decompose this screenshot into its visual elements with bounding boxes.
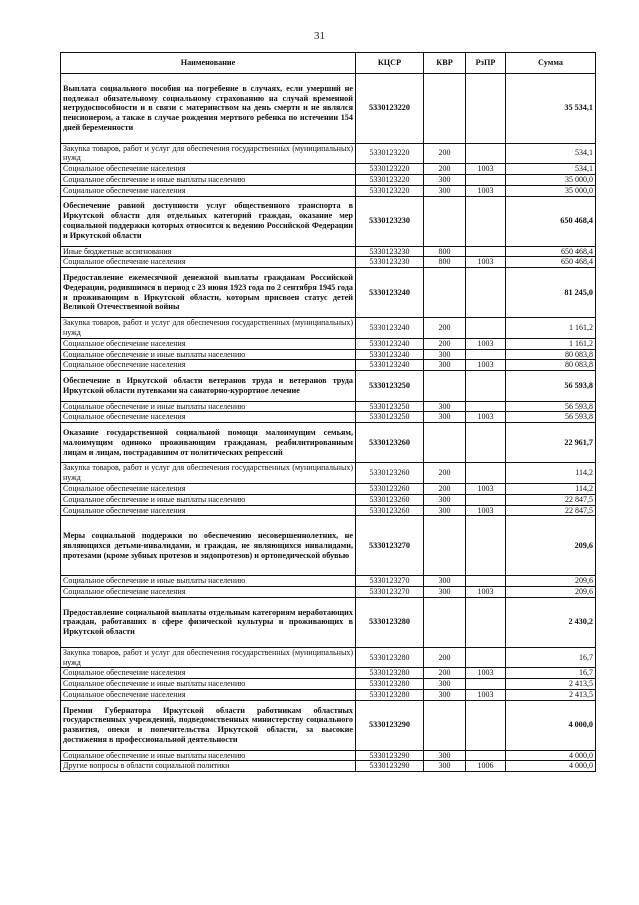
table-row	[61, 505, 596, 516]
kcsr-cell: 5330123290	[356, 761, 424, 772]
kvr-cell	[424, 268, 466, 318]
name-cell: Социальное обеспечение населения	[61, 338, 356, 349]
kcsr-cell: 5330123230	[356, 246, 424, 257]
rzpr-cell	[466, 494, 506, 505]
header-name: Наименование	[61, 53, 356, 74]
name-cell: Социальное обеспечение и иные выплаты населению	[61, 576, 356, 587]
sum-cell: 1 161,2	[506, 318, 596, 339]
header-kvr: КВР	[424, 53, 466, 74]
rzpr-cell	[466, 401, 506, 412]
rzpr-cell: 1003	[466, 164, 506, 175]
name-cell: Социальное обеспечение и иные выплаты населению	[61, 750, 356, 761]
kvr-cell	[424, 371, 466, 401]
rzpr-cell	[466, 268, 506, 318]
header-sum: Сумма	[506, 53, 596, 74]
name-cell: Социальное обеспечение и иные выплаты населению	[61, 349, 356, 360]
kvr-cell: 300	[424, 505, 466, 516]
rzpr-cell: 1003	[466, 505, 506, 516]
rzpr-cell: 1006	[466, 761, 506, 772]
kcsr-cell: 5330123280	[356, 647, 424, 668]
name-cell: Предоставление социальной выплаты отдельным категориям неработающих граждан, работавших в сфере физической культуры и проживающих в Иркутской области	[61, 597, 356, 647]
kvr-cell: 200	[424, 143, 466, 164]
table-row	[61, 412, 596, 423]
rzpr-cell	[466, 647, 506, 668]
table-row	[61, 257, 596, 268]
table-row	[61, 689, 596, 700]
rzpr-cell	[466, 597, 506, 647]
kcsr-cell: 5330123290	[356, 750, 424, 761]
sum-cell: 35 000,0	[506, 185, 596, 196]
table-row	[61, 647, 596, 668]
sum-cell: 114,2	[506, 483, 596, 494]
kcsr-cell: 5330123230	[356, 196, 424, 246]
kvr-cell: 300	[424, 689, 466, 700]
kcsr-cell: 5330123280	[356, 597, 424, 647]
kcsr-cell: 5330123270	[356, 516, 424, 576]
name-cell: Закупка товаров, работ и услуг для обеспечения государственных (муниципальных) нужд	[61, 647, 356, 668]
table-row	[61, 761, 596, 772]
page-number: 31	[314, 30, 325, 42]
rzpr-cell	[466, 700, 506, 750]
kvr-cell: 200	[424, 647, 466, 668]
sum-cell: 80 083,8	[506, 360, 596, 371]
kvr-cell: 300	[424, 349, 466, 360]
kcsr-cell: 5330123240	[356, 360, 424, 371]
sum-cell: 650 468,4	[506, 257, 596, 268]
table-header-row	[61, 53, 596, 74]
kcsr-cell: 5330123250	[356, 412, 424, 423]
table-row	[61, 338, 596, 349]
table-row	[61, 576, 596, 587]
sum-cell: 22 961,7	[506, 423, 596, 463]
name-cell: Обеспечение в Иркутской области ветеранов труда и ветеранов труда Иркутской области путевками на санаторно-курортное лечение	[61, 371, 356, 401]
rzpr-cell: 1003	[466, 360, 506, 371]
kvr-cell: 200	[424, 463, 466, 484]
kvr-cell: 200	[424, 338, 466, 349]
kvr-cell	[424, 196, 466, 246]
sum-cell: 56 593,8	[506, 401, 596, 412]
header-kcsr: КЦСР	[356, 53, 424, 74]
sum-cell: 4 000,0	[506, 761, 596, 772]
kvr-cell: 200	[424, 164, 466, 175]
sum-cell: 16,7	[506, 647, 596, 668]
rzpr-cell	[466, 246, 506, 257]
kcsr-cell: 5330123260	[356, 494, 424, 505]
sum-cell: 534,1	[506, 164, 596, 175]
kcsr-cell: 5330123250	[356, 371, 424, 401]
name-cell: Социальное обеспечение и иные выплаты населению	[61, 679, 356, 690]
sum-cell: 534,1	[506, 143, 596, 164]
kvr-cell: 300	[424, 412, 466, 423]
name-cell: Социальное обеспечение населения	[61, 360, 356, 371]
name-cell: Закупка товаров, работ и услуг для обеспечения государственных (муниципальных) нужд	[61, 463, 356, 484]
sum-cell: 4 000,0	[506, 750, 596, 761]
name-cell: Иные бюджетные ассигнования	[61, 246, 356, 257]
kvr-cell	[424, 597, 466, 647]
table-row	[61, 494, 596, 505]
sum-cell: 114,2	[506, 463, 596, 484]
sum-cell: 2 413,5	[506, 679, 596, 690]
rzpr-cell: 1003	[466, 586, 506, 597]
program-row	[61, 196, 596, 246]
kvr-cell: 800	[424, 246, 466, 257]
name-cell: Предоставление ежемесячной денежной выплаты гражданам Российской Федерации, родившимся в период с 23 июня 1923 года по 2 сентября 1945 года и проживающим в Иркутской области, которым присвоен статус детей Великой Отечественной войны	[61, 268, 356, 318]
table-row	[61, 586, 596, 597]
sum-cell: 35 534,1	[506, 74, 596, 144]
kvr-cell: 300	[424, 185, 466, 196]
table-row	[61, 174, 596, 185]
name-cell: Закупка товаров, работ и услуг для обеспечения государственных (муниципальных) нужд	[61, 318, 356, 339]
sum-cell: 2 430,2	[506, 597, 596, 647]
table-row	[61, 185, 596, 196]
kcsr-cell: 5330123260	[356, 505, 424, 516]
sum-cell: 209,6	[506, 516, 596, 576]
sum-cell: 650 468,4	[506, 196, 596, 246]
kvr-cell: 200	[424, 318, 466, 339]
name-cell: Обеспечение равной доступности услуг общественного транспорта в Иркутской области для отдельных категорий граждан, оказание мер социальной поддержки которых относится к ведению Российской Федерации и Иркутской области	[61, 196, 356, 246]
kcsr-cell: 5330123220	[356, 185, 424, 196]
kvr-cell	[424, 516, 466, 576]
sum-cell: 16,7	[506, 668, 596, 679]
kvr-cell	[424, 700, 466, 750]
rzpr-cell	[466, 463, 506, 484]
sum-cell: 209,6	[506, 576, 596, 587]
rzpr-cell: 1003	[466, 483, 506, 494]
program-row	[61, 74, 596, 144]
name-cell: Социальное обеспечение населения	[61, 505, 356, 516]
kcsr-cell: 5330123250	[356, 401, 424, 412]
kcsr-cell: 5330123270	[356, 586, 424, 597]
table-row	[61, 349, 596, 360]
table-body	[61, 74, 596, 772]
kvr-cell: 300	[424, 360, 466, 371]
sum-cell: 1 161,2	[506, 338, 596, 349]
rzpr-cell	[466, 516, 506, 576]
kcsr-cell: 5330123220	[356, 174, 424, 185]
kcsr-cell: 5330123220	[356, 143, 424, 164]
table-row	[61, 463, 596, 484]
kcsr-cell: 5330123280	[356, 689, 424, 700]
kcsr-cell: 5330123290	[356, 700, 424, 750]
table-row	[61, 164, 596, 175]
name-cell: Социальное обеспечение населения	[61, 412, 356, 423]
kvr-cell: 300	[424, 576, 466, 587]
name-cell: Социальное обеспечение и иные выплаты населению	[61, 174, 356, 185]
rzpr-cell	[466, 349, 506, 360]
kvr-cell: 300	[424, 174, 466, 185]
kvr-cell: 200	[424, 668, 466, 679]
table-row	[61, 401, 596, 412]
rzpr-cell	[466, 750, 506, 761]
table-row	[61, 679, 596, 690]
kcsr-cell: 5330123280	[356, 668, 424, 679]
program-row	[61, 371, 596, 401]
kcsr-cell: 5330123270	[356, 576, 424, 587]
name-cell: Меры социальной поддержки по обеспечению несовершеннолетних, не являющихся детьми-инвалидами, и граждан, не являющихся инвалидами, протезами (кроме зубных протезов и эндопротезов) и ортопедической обувью	[61, 516, 356, 576]
rzpr-cell	[466, 196, 506, 246]
sum-cell: 2 413,5	[506, 689, 596, 700]
kcsr-cell: 5330123220	[356, 74, 424, 144]
rzpr-cell	[466, 576, 506, 587]
kvr-cell: 300	[424, 586, 466, 597]
sum-cell: 81 245,0	[506, 268, 596, 318]
sum-cell: 22 847,5	[506, 505, 596, 516]
rzpr-cell: 1003	[466, 689, 506, 700]
kvr-cell: 300	[424, 401, 466, 412]
sum-cell: 56 593,8	[506, 371, 596, 401]
program-row	[61, 516, 596, 576]
header-rzpr: РзПР	[466, 53, 506, 74]
rzpr-cell	[466, 74, 506, 144]
name-cell: Закупка товаров, работ и услуг для обеспечения государственных (муниципальных) нужд	[61, 143, 356, 164]
sum-cell: 22 847,5	[506, 494, 596, 505]
sum-cell: 56 593,8	[506, 412, 596, 423]
rzpr-cell	[466, 143, 506, 164]
table-row	[61, 483, 596, 494]
program-row	[61, 597, 596, 647]
program-row	[61, 700, 596, 750]
kcsr-cell: 5330123280	[356, 679, 424, 690]
name-cell: Социальное обеспечение и иные выплаты населению	[61, 494, 356, 505]
rzpr-cell: 1003	[466, 668, 506, 679]
name-cell: Социальное обеспечение населения	[61, 483, 356, 494]
name-cell: Социальное обеспечение и иные выплаты населению	[61, 401, 356, 412]
name-cell: Премии Губернатора Иркутской области работникам областных государственных учреждений, подведомственных министерству социального развития, опеки и попечительства Иркутской области, за высокие достижения в профессиональной деятельности	[61, 700, 356, 750]
rzpr-cell: 1003	[466, 338, 506, 349]
table-row	[61, 143, 596, 164]
name-cell: Оказание государственной социальной помощи малоимущим семьям, малоимущим одиноко проживающим гражданам, реабилитированным лицам и лицам, пострадавшим от политических репрессий	[61, 423, 356, 463]
table-row	[61, 318, 596, 339]
kcsr-cell: 5330123230	[356, 257, 424, 268]
table-row	[61, 750, 596, 761]
sum-cell: 650 468,4	[506, 246, 596, 257]
name-cell: Социальное обеспечение населения	[61, 185, 356, 196]
rzpr-cell	[466, 679, 506, 690]
kcsr-cell: 5330123240	[356, 318, 424, 339]
rzpr-cell: 1003	[466, 412, 506, 423]
sum-cell: 4 000,0	[506, 700, 596, 750]
program-row	[61, 268, 596, 318]
name-cell: Социальное обеспечение населения	[61, 164, 356, 175]
name-cell: Другие вопросы в области социальной политики	[61, 761, 356, 772]
kvr-cell	[424, 423, 466, 463]
table-row	[61, 668, 596, 679]
rzpr-cell	[466, 371, 506, 401]
kcsr-cell: 5330123260	[356, 423, 424, 463]
table-row	[61, 360, 596, 371]
kcsr-cell: 5330123220	[356, 164, 424, 175]
rzpr-cell: 1003	[466, 257, 506, 268]
kcsr-cell: 5330123240	[356, 349, 424, 360]
kcsr-cell: 5330123240	[356, 338, 424, 349]
rzpr-cell	[466, 318, 506, 339]
budget-table	[60, 52, 596, 772]
kvr-cell: 300	[424, 750, 466, 761]
sum-cell: 80 083,8	[506, 349, 596, 360]
kvr-cell: 300	[424, 679, 466, 690]
name-cell: Социальное обеспечение населения	[61, 586, 356, 597]
kvr-cell: 300	[424, 761, 466, 772]
kvr-cell: 300	[424, 494, 466, 505]
kvr-cell: 200	[424, 483, 466, 494]
name-cell: Социальное обеспечение населения	[61, 668, 356, 679]
kcsr-cell: 5330123240	[356, 268, 424, 318]
name-cell: Социальное обеспечение населения	[61, 257, 356, 268]
table-row	[61, 246, 596, 257]
rzpr-cell	[466, 423, 506, 463]
name-cell: Социальное обеспечение населения	[61, 689, 356, 700]
rzpr-cell: 1003	[466, 185, 506, 196]
sum-cell: 35 000,0	[506, 174, 596, 185]
name-cell: Выплата социального пособия на погребение в случаях, если умерший не подлежал обязательному социальному страхованию на случай временной нетрудоспособности и в связи с материнством на день смерти и не являлся пенсионером, а также в случае рождения мертвого ребенка по истечении 154 дней беременности	[61, 74, 356, 144]
program-row	[61, 423, 596, 463]
kvr-cell	[424, 74, 466, 144]
rzpr-cell	[466, 174, 506, 185]
kcsr-cell: 5330123260	[356, 483, 424, 494]
kcsr-cell: 5330123260	[356, 463, 424, 484]
kvr-cell: 800	[424, 257, 466, 268]
sum-cell: 209,6	[506, 586, 596, 597]
